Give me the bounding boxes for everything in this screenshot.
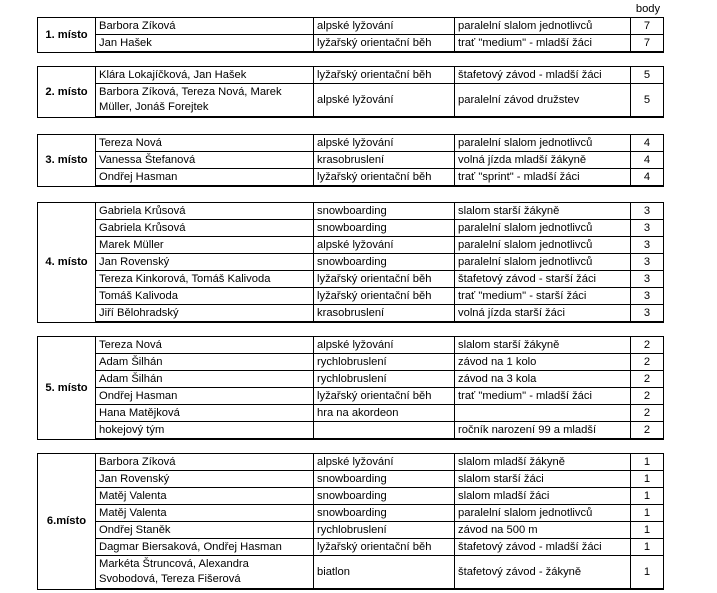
event-cell: závod na 500 m [455, 522, 631, 539]
points-cell: 2 [631, 337, 664, 354]
sport-cell: lyžařský orientační běh [314, 35, 455, 53]
table-row [38, 505, 664, 522]
event-cell: paralelní slalom jednotlivců [455, 237, 631, 254]
event-cell [455, 405, 631, 422]
place-cell: 5. místo [38, 337, 96, 440]
table-row [38, 220, 664, 237]
sport-cell: snowboarding [314, 203, 455, 220]
sport-cell: krasobruslení [314, 152, 455, 169]
table-row [38, 522, 664, 539]
table-row [38, 405, 664, 422]
sport-cell: alpské lyžování [314, 337, 455, 354]
points-cell: 1 [631, 539, 664, 556]
name-cell: Gabriela Krůsová [96, 203, 314, 220]
table-row [38, 203, 664, 220]
name-cell: Gabriela Krůsová [96, 220, 314, 237]
points-cell: 1 [631, 505, 664, 522]
points-cell: 1 [631, 471, 664, 488]
points-cell: 4 [631, 169, 664, 187]
event-cell: volná jízda starší žáci [455, 305, 631, 323]
event-cell: štafetový závod - mladší žáci [455, 67, 631, 84]
points-cell: 1 [631, 556, 664, 590]
points-cell: 7 [631, 18, 664, 35]
sport-cell: alpské lyžování [314, 135, 455, 152]
sport-cell: hra na akordeon [314, 405, 455, 422]
points-cell: 2 [631, 354, 664, 371]
name-cell: Jan Hašek [96, 35, 314, 53]
sport-cell: alpské lyžování [314, 454, 455, 471]
name-cell: Vanessa Štefanová [96, 152, 314, 169]
table-row [38, 388, 664, 405]
event-cell: paralelní slalom jednotlivců [455, 18, 631, 35]
points-cell: 3 [631, 254, 664, 271]
table-row [38, 371, 664, 388]
ranking-group [37, 134, 664, 187]
name-cell: Ondřej Hasman [96, 169, 314, 187]
event-cell: paralelní slalom jednotlivců [455, 135, 631, 152]
sport-cell: krasobruslení [314, 305, 455, 323]
ranking-group [37, 453, 664, 590]
name-cell: Barbora Zíková [96, 454, 314, 471]
table-row [38, 422, 664, 440]
event-cell: štafetový závod - žákyně [455, 556, 631, 590]
points-column-header: body [635, 3, 661, 15]
event-cell: štafetový závod - mladší žáci [455, 539, 631, 556]
name-cell: Jan Rovenský [96, 254, 314, 271]
event-cell: paralelní slalom jednotlivců [455, 505, 631, 522]
name-cell: Matěj Valenta [96, 505, 314, 522]
name-cell: Barbora Zíková, Tereza Nová, Marek Müller, Jonáš Forejtek [96, 84, 314, 118]
name-cell: Hana Matějková [96, 405, 314, 422]
name-cell: Jan Rovenský [96, 471, 314, 488]
name-cell: Ondřej Staněk [96, 522, 314, 539]
points-cell: 4 [631, 135, 664, 152]
table-row [38, 254, 664, 271]
sport-cell: snowboarding [314, 471, 455, 488]
sport-cell: lyžařský orientační běh [314, 169, 455, 187]
name-cell: Tereza Nová [96, 135, 314, 152]
sport-cell: rychlobruslení [314, 522, 455, 539]
sport-cell: snowboarding [314, 505, 455, 522]
name-cell: Jiří Bělohradský [96, 305, 314, 323]
table-row [38, 237, 664, 254]
points-cell: 2 [631, 422, 664, 440]
points-cell: 2 [631, 388, 664, 405]
table-row [38, 454, 664, 471]
table-row [38, 152, 664, 169]
sport-cell: alpské lyžování [314, 84, 455, 118]
points-cell: 7 [631, 35, 664, 53]
sport-cell: alpské lyžování [314, 18, 455, 35]
sport-cell: lyžařský orientační běh [314, 388, 455, 405]
name-cell: Tereza Kinkorová, Tomáš Kalivoda [96, 271, 314, 288]
points-cell: 1 [631, 454, 664, 471]
ranking-group [37, 66, 664, 118]
name-cell: hokejový tým [96, 422, 314, 440]
event-cell: trať "medium" - mladší žáci [455, 388, 631, 405]
event-cell: závod na 1 kolo [455, 354, 631, 371]
sport-cell: snowboarding [314, 220, 455, 237]
name-cell: Marek Müller [96, 237, 314, 254]
name-cell: Tereza Nová [96, 337, 314, 354]
sport-cell: rychlobruslení [314, 354, 455, 371]
name-cell: Tomáš Kalivoda [96, 288, 314, 305]
points-cell: 1 [631, 522, 664, 539]
table-row [38, 556, 664, 590]
event-cell: trať "sprint" - mladší žáci [455, 169, 631, 187]
place-cell: 2. místo [38, 67, 96, 118]
points-cell: 5 [631, 84, 664, 118]
sport-cell [314, 422, 455, 440]
table-row [38, 18, 664, 35]
table-row [38, 539, 664, 556]
table-row [38, 288, 664, 305]
points-cell: 4 [631, 152, 664, 169]
sport-cell: rychlobruslení [314, 371, 455, 388]
event-cell: štafetový závod - starší žáci [455, 271, 631, 288]
event-cell: slalom mladší žáci [455, 488, 631, 505]
table-row [38, 67, 664, 84]
name-cell: Matěj Valenta [96, 488, 314, 505]
points-cell: 3 [631, 220, 664, 237]
table-row [38, 354, 664, 371]
place-cell: 4. místo [38, 203, 96, 323]
ranking-group [37, 336, 664, 440]
sport-cell: biatlon [314, 556, 455, 590]
event-cell: volná jízda mladší žákyně [455, 152, 631, 169]
points-cell: 3 [631, 305, 664, 323]
sport-cell: snowboarding [314, 488, 455, 505]
table-row [38, 84, 664, 118]
place-cell: 3. místo [38, 135, 96, 187]
points-cell: 5 [631, 67, 664, 84]
sport-cell: lyžařský orientační běh [314, 539, 455, 556]
name-cell: Markéta Štruncová, Alexandra Svobodová, Tereza Fišerová [96, 556, 314, 590]
table-row [38, 271, 664, 288]
points-cell: 2 [631, 405, 664, 422]
name-cell: Klára Lokajíčková, Jan Hašek [96, 67, 314, 84]
event-cell: paralelní slalom jednotlivců [455, 220, 631, 237]
sport-cell: lyžařský orientační běh [314, 67, 455, 84]
table-row [38, 169, 664, 187]
event-cell: slalom starší žákyně [455, 203, 631, 220]
sport-cell: lyžařský orientační běh [314, 288, 455, 305]
points-cell: 2 [631, 371, 664, 388]
points-cell: 3 [631, 237, 664, 254]
event-cell: ročník narození 99 a mladší [455, 422, 631, 440]
place-cell: 6.místo [38, 454, 96, 590]
event-cell: trať "medium" - starší žáci [455, 288, 631, 305]
event-cell: slalom starší žáci [455, 471, 631, 488]
place-cell: 1. místo [38, 18, 96, 53]
table-row [38, 337, 664, 354]
sport-cell: snowboarding [314, 254, 455, 271]
table-row [38, 35, 664, 53]
sport-cell: lyžařský orientační běh [314, 271, 455, 288]
event-cell: paralelní slalom jednotlivců [455, 254, 631, 271]
points-cell: 3 [631, 271, 664, 288]
table-row [38, 488, 664, 505]
name-cell: Barbora Zíková [96, 18, 314, 35]
event-cell: závod na 3 kola [455, 371, 631, 388]
name-cell: Adam Šilhán [96, 371, 314, 388]
table-row [38, 305, 664, 323]
table-row [38, 135, 664, 152]
name-cell: Ondřej Hasman [96, 388, 314, 405]
table-row [38, 471, 664, 488]
name-cell: Dagmar Biersaková, Ondřej Hasman [96, 539, 314, 556]
points-cell: 1 [631, 488, 664, 505]
points-cell: 3 [631, 203, 664, 220]
event-cell: slalom mladší žákyně [455, 454, 631, 471]
sport-cell: alpské lyžování [314, 237, 455, 254]
event-cell: paralelní závod družstev [455, 84, 631, 118]
event-cell: trať "medium" - mladší žáci [455, 35, 631, 53]
points-cell: 3 [631, 288, 664, 305]
ranking-group [37, 17, 664, 53]
event-cell: slalom starší žákyně [455, 337, 631, 354]
ranking-group [37, 202, 664, 323]
name-cell: Adam Šilhán [96, 354, 314, 371]
